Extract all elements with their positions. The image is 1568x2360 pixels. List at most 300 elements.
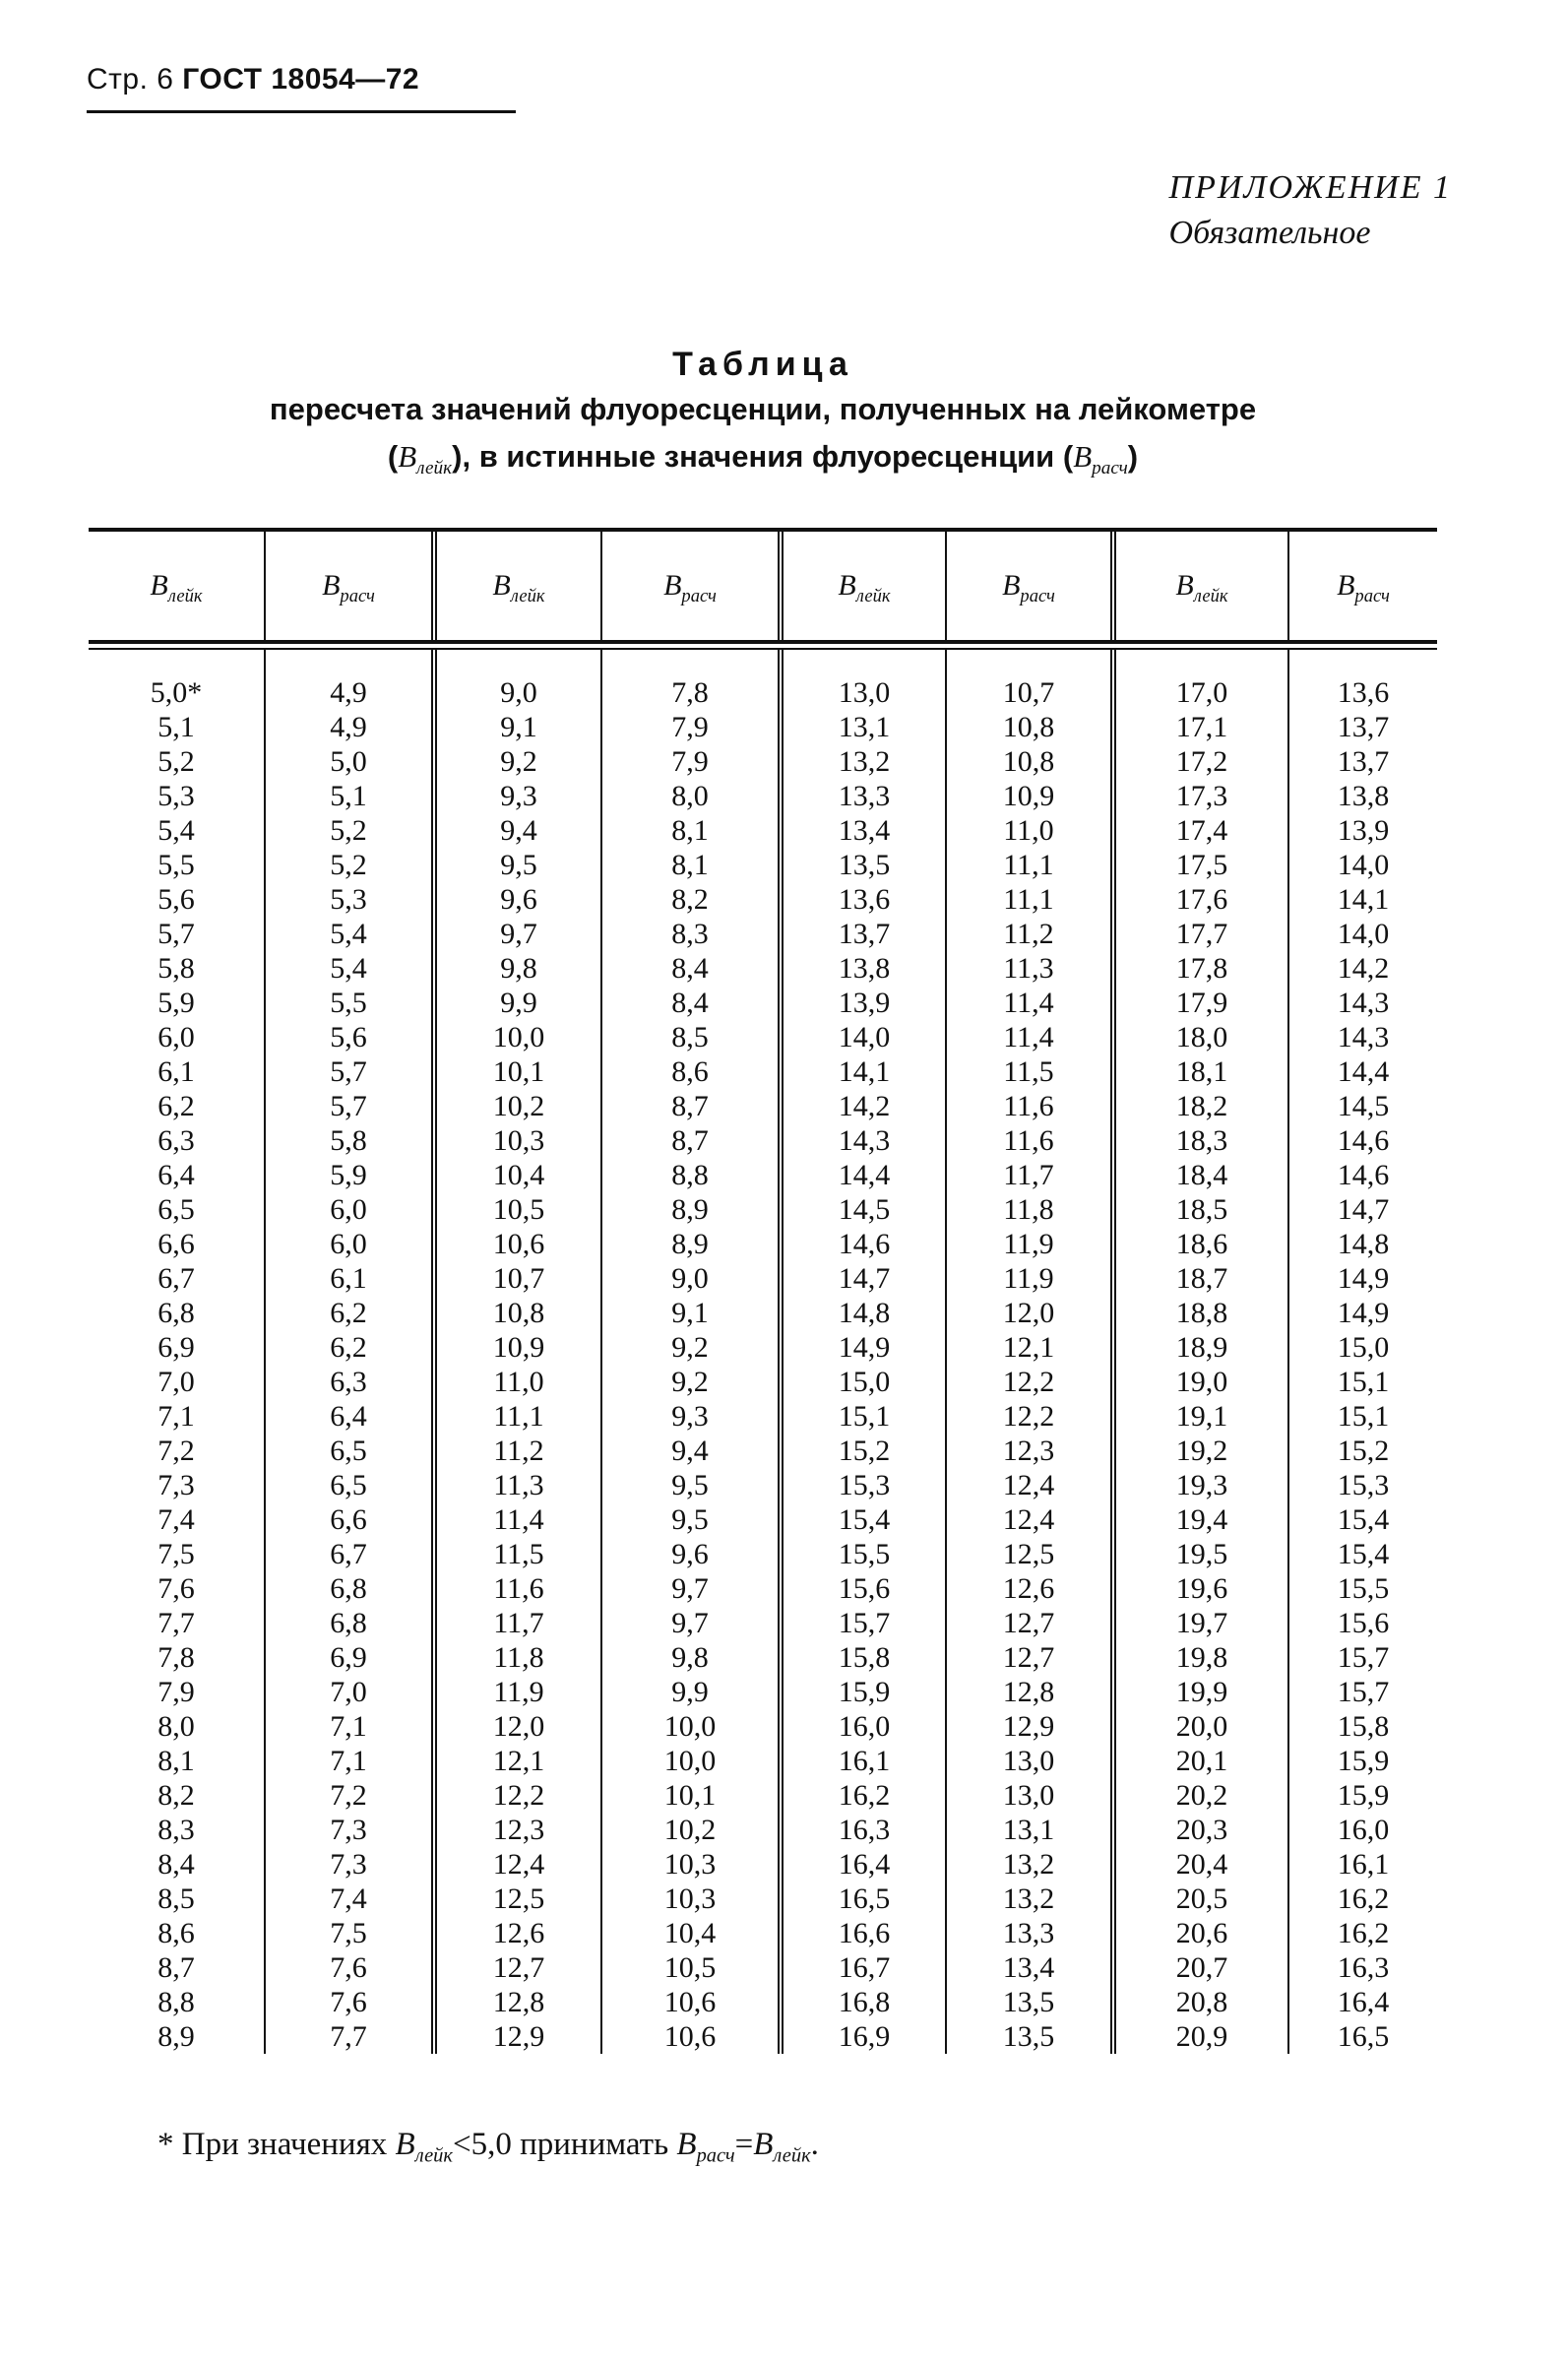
table-cell: 8,6	[157, 1917, 195, 1949]
table-cell: 8,9	[671, 1228, 709, 1260]
table-cell: 9,0	[671, 1262, 709, 1295]
table-cell: 17,9	[1175, 987, 1228, 1019]
table-cell: 9,1	[500, 711, 537, 743]
table-cell: 7,5	[330, 1917, 367, 1949]
table-cell: 15,7	[1337, 1676, 1390, 1708]
table-cell: 12,9	[492, 2020, 545, 2053]
table-cell: 19,7	[1175, 1607, 1228, 1639]
table-cell: 16,4	[1337, 1986, 1390, 2018]
table-cell: 17,5	[1175, 849, 1228, 881]
table-cell: 10,3	[663, 1882, 717, 1915]
table-cell: 7,7	[330, 2020, 367, 2053]
table-cell: 5,2	[330, 814, 367, 847]
table-cell: 15,8	[1337, 1710, 1390, 1743]
table-cell: 15,4	[838, 1503, 891, 1536]
table-cell: 4,9	[330, 711, 367, 743]
table-cell: 8,9	[157, 2020, 195, 2053]
table-cell: 10,2	[492, 1090, 545, 1122]
table-cell: 19,9	[1175, 1676, 1228, 1708]
table-column-2	[431, 650, 600, 2054]
table-cell: 12,4	[1002, 1503, 1055, 1536]
table-cell: 13,0	[1002, 1779, 1055, 1812]
table-cell: 14,4	[838, 1159, 891, 1191]
table-cell: 5,5	[157, 849, 195, 881]
table-cell: 17,0	[1175, 676, 1228, 709]
table-cell: 13,6	[1337, 676, 1390, 709]
table-cell: 8,1	[157, 1745, 195, 1777]
table-cell: 7,3	[330, 1814, 367, 1846]
table-cell: 12,3	[492, 1814, 545, 1846]
table-cell: 17,3	[1175, 780, 1228, 812]
table-cell: 9,2	[671, 1331, 709, 1364]
table-cell: 7,6	[157, 1572, 195, 1605]
table-cell: 9,3	[500, 780, 537, 812]
column-header-1: $B_{расч}$	[264, 532, 431, 640]
table-cell: 12,9	[1002, 1710, 1055, 1743]
table-cell: 10,5	[492, 1193, 545, 1226]
table-cell: 11,7	[493, 1607, 544, 1639]
table-cell: 7,4	[157, 1503, 195, 1536]
table-cell: 9,7	[671, 1572, 709, 1605]
table-cell: 6,4	[330, 1400, 367, 1433]
table-cell: 7,1	[330, 1745, 367, 1777]
table-cell: 6,5	[330, 1435, 367, 1467]
table-cell: 11,1	[1003, 883, 1054, 916]
table-column-6	[1110, 650, 1287, 2054]
table-cell: 6,0	[157, 1021, 195, 1053]
table-cell: 10,0	[663, 1710, 717, 1743]
table-cell: 11,5	[493, 1538, 544, 1570]
table-cell: 20,9	[1175, 2020, 1228, 2053]
table-cell: 16,5	[838, 1882, 891, 1915]
table-cell: 5,4	[330, 918, 367, 950]
table-cell: 6,2	[330, 1297, 367, 1329]
table-cell: 8,5	[157, 1882, 195, 1915]
table-cell: 18,1	[1175, 1055, 1228, 1088]
table-cell: 15,1	[838, 1400, 891, 1433]
table-cell: 9,6	[671, 1538, 709, 1570]
table-cell: 7,4	[330, 1882, 367, 1915]
table-cell: 20,3	[1175, 1814, 1228, 1846]
table-cell: 14,3	[1337, 1021, 1390, 1053]
table-cell: 8,1	[671, 814, 709, 847]
column-header-2: $B_{лейк}$	[431, 532, 600, 640]
table-cell: 17,2	[1175, 745, 1228, 778]
table-cell: 15,2	[838, 1435, 891, 1467]
table-cell: 13,5	[1002, 2020, 1055, 2053]
table-cell: 7,3	[330, 1848, 367, 1881]
table-cell: 15,0	[838, 1366, 891, 1398]
table-cell: 7,6	[330, 1951, 367, 1984]
table-cell: 14,6	[1337, 1159, 1390, 1191]
table-cell: 8,2	[157, 1779, 195, 1812]
table-cell: 6,2	[157, 1090, 195, 1122]
table-cell: 7,1	[330, 1710, 367, 1743]
table-cell: 11,4	[1003, 1021, 1054, 1053]
table-header-rule	[89, 640, 1437, 644]
table-column-1	[264, 650, 431, 2054]
table-cell: 15,6	[1337, 1607, 1390, 1639]
table-cell: 6,6	[157, 1228, 195, 1260]
table-cell: 13,2	[838, 745, 891, 778]
table-cell: 6,7	[330, 1538, 367, 1570]
table-cell: 10,6	[492, 1228, 545, 1260]
table-cell: 7,0	[157, 1366, 195, 1398]
table-cell: 17,7	[1175, 918, 1228, 950]
table-title-main: Таблица	[672, 346, 853, 383]
table-cell: 5,5	[330, 987, 367, 1019]
table-cell: 7,0	[330, 1676, 367, 1708]
table-cell: 16,2	[1337, 1882, 1390, 1915]
table-cell: 15,9	[838, 1676, 891, 1708]
table-cell: 15,4	[1337, 1503, 1390, 1536]
table-cell: 14,0	[1337, 918, 1390, 950]
table-cell: 11,6	[1003, 1124, 1054, 1157]
table-column-0	[89, 650, 264, 2054]
table-cell: 6,5	[330, 1469, 367, 1501]
table-cell: 5,1	[157, 711, 195, 743]
table-cell: 10,3	[663, 1848, 717, 1881]
table-cell: 14,5	[1337, 1090, 1390, 1122]
appendix-label	[1169, 165, 1452, 256]
table-cell: 14,6	[838, 1228, 891, 1260]
table-cell: 11,9	[493, 1676, 544, 1708]
table-cell: 12,1	[1002, 1331, 1055, 1364]
table-cell: 11,2	[1003, 918, 1054, 950]
table-cell: 14,8	[1337, 1228, 1390, 1260]
table-cell: 14,3	[1337, 987, 1390, 1019]
table-cell: 18,7	[1175, 1262, 1228, 1295]
table-cell: 9,4	[671, 1435, 709, 1467]
table-cell: 18,5	[1175, 1193, 1228, 1226]
table-cell: 14,0	[838, 1021, 891, 1053]
table-cell: 12,5	[492, 1882, 545, 1915]
table-cell: 6,3	[330, 1366, 367, 1398]
table-cell: 8,5	[671, 1021, 709, 1053]
table-title-line1: пересчета значений флуоресценции, полученных на лейкометре	[269, 392, 1257, 426]
table-cell: 16,1	[838, 1745, 891, 1777]
table-cell: 12,2	[1002, 1366, 1055, 1398]
page-number: Стр. 6	[87, 63, 174, 96]
table-cell: 13,4	[1002, 1951, 1055, 1984]
table-cell: 16,5	[1337, 2020, 1390, 2053]
table-cell: 8,9	[671, 1193, 709, 1226]
table-cell: 15,3	[1337, 1469, 1390, 1501]
table-cell: 13,2	[1002, 1848, 1055, 1881]
table-cell: 13,7	[1337, 745, 1390, 778]
table-cell: 11,6	[493, 1572, 544, 1605]
table-cell: 13,7	[1337, 711, 1390, 743]
table-cell: 13,5	[1002, 1986, 1055, 2018]
table-cell: 16,2	[1337, 1917, 1390, 1949]
table-cell: 14,0	[1337, 849, 1390, 881]
table-cell: 6,1	[157, 1055, 195, 1088]
table-cell: 19,0	[1175, 1366, 1228, 1398]
table-cell: 16,0	[1337, 1814, 1390, 1846]
table-cell: 9,5	[671, 1469, 709, 1501]
table-cell: 6,5	[157, 1193, 195, 1226]
table-cell: 8,3	[157, 1814, 195, 1846]
table-cell: 7,9	[671, 711, 709, 743]
table-cell: 9,7	[671, 1607, 709, 1639]
table-cell: 9,4	[500, 814, 537, 847]
table-cell: 6,8	[330, 1572, 367, 1605]
table-cell: 9,9	[671, 1676, 709, 1708]
table-cell: 12,2	[1002, 1400, 1055, 1433]
table-column-4	[778, 650, 945, 2054]
table-cell: 6,4	[157, 1159, 195, 1191]
table-cell: 13,0	[838, 676, 891, 709]
table-cell: 14,2	[1337, 952, 1390, 985]
table-cell: 12,4	[492, 1848, 545, 1881]
table-cell: 10,6	[663, 2020, 717, 2053]
table-cell: 15,8	[838, 1641, 891, 1674]
table-cell: 11,1	[493, 1400, 544, 1433]
table-cell: 7,7	[157, 1607, 195, 1639]
table-cell: 8,3	[671, 918, 709, 950]
table-cell: 10,8	[1002, 745, 1055, 778]
table-cell: 11,8	[1003, 1193, 1054, 1226]
table-cell: 5,4	[157, 814, 195, 847]
table-cell: 10,3	[492, 1124, 545, 1157]
table-cell: 16,2	[838, 1779, 891, 1812]
table-cell: 12,2	[492, 1779, 545, 1812]
table-title-line2: $(B_{лейк})$, в истинные значения флуоресценции $(B_{расч})$	[387, 439, 1139, 479]
table-cell: 12,4	[1002, 1469, 1055, 1501]
table-cell: 16,1	[1337, 1848, 1390, 1881]
table-cell: 14,6	[1337, 1124, 1390, 1157]
table-cell: 6,8	[330, 1607, 367, 1639]
table-cell: 5,1	[330, 780, 367, 812]
column-header-5: $B_{расч}$	[945, 532, 1110, 640]
table-cell: 20,4	[1175, 1848, 1228, 1881]
table-cell: 10,8	[1002, 711, 1055, 743]
table-cell: 16,6	[838, 1917, 891, 1949]
table-cell: 15,1	[1337, 1400, 1390, 1433]
table-cell: 7,3	[157, 1469, 195, 1501]
table-cell: 9,3	[671, 1400, 709, 1433]
table-cell: 9,7	[500, 918, 537, 950]
table-cell: 7,8	[671, 676, 709, 709]
table-cell: 6,1	[330, 1262, 367, 1295]
table-cell: 10,0	[492, 1021, 545, 1053]
table-cell: 12,1	[492, 1745, 545, 1777]
table-cell: 5,6	[330, 1021, 367, 1053]
table-cell: 19,1	[1175, 1400, 1228, 1433]
table-cell: 6,3	[157, 1124, 195, 1157]
table-cell: 18,6	[1175, 1228, 1228, 1260]
table-cell: 12,0	[492, 1710, 545, 1743]
column-header-6: $B_{лейк}$	[1110, 532, 1287, 640]
table-cell: 11,9	[1003, 1228, 1054, 1260]
table-cell: 14,9	[1337, 1262, 1390, 1295]
footnote: * При значениях $B_{лейк}<5,0$ принимать $B_{расч}=B_{лейк}$.	[157, 2127, 819, 2167]
table-cell: 18,2	[1175, 1090, 1228, 1122]
table-cell: 10,4	[663, 1917, 717, 1949]
table-cell: 7,2	[330, 1779, 367, 1812]
table-cell: 11,7	[1003, 1159, 1054, 1191]
table-column-3	[600, 650, 778, 2054]
table-cell: 8,7	[671, 1124, 709, 1157]
appendix-title: ПРИЛОЖЕНИЕ 1	[1168, 169, 1452, 206]
table-cell: 14,7	[838, 1262, 891, 1295]
table-cell: 5,7	[157, 918, 195, 950]
table-cell: 15,5	[838, 1538, 891, 1570]
table-cell: 8,4	[671, 987, 709, 1019]
table-cell: 5,0*	[150, 676, 203, 709]
table-cell: 13,6	[838, 883, 891, 916]
table-cell: 17,4	[1175, 814, 1228, 847]
table-cell: 8,1	[671, 849, 709, 881]
table-cell: 15,0	[1337, 1331, 1390, 1364]
table-cell: 8,7	[157, 1951, 195, 1984]
table-cell: 11,4	[1003, 987, 1054, 1019]
table-cell: 6,8	[157, 1297, 195, 1329]
table-header-row	[89, 532, 1437, 640]
table-cell: 14,9	[1337, 1297, 1390, 1329]
table-cell: 15,5	[1337, 1572, 1390, 1605]
table-cell: 6,7	[157, 1262, 195, 1295]
table-cell: 16,7	[838, 1951, 891, 1984]
table-cell: 14,2	[838, 1090, 891, 1122]
table-cell: 7,2	[157, 1435, 195, 1467]
table-cell: 5,6	[157, 883, 195, 916]
table-cell: 5,4	[330, 952, 367, 985]
table-cell: 14,1	[1337, 883, 1390, 916]
table-cell: 14,1	[838, 1055, 891, 1088]
table-cell: 13,3	[1002, 1917, 1055, 1949]
table-cell: 18,8	[1175, 1297, 1228, 1329]
table-cell: 16,3	[1337, 1951, 1390, 1984]
table-cell: 9,5	[500, 849, 537, 881]
table-cell: 10,7	[1002, 676, 1055, 709]
page-header	[87, 63, 419, 96]
table-cell: 6,9	[330, 1641, 367, 1674]
table-cell: 9,9	[500, 987, 537, 1019]
table-cell: 6,0	[330, 1193, 367, 1226]
table-cell: 14,8	[838, 1297, 891, 1329]
table-cell: 12,3	[1002, 1435, 1055, 1467]
table-cell: 10,1	[663, 1779, 717, 1812]
table-cell: 15,7	[1337, 1641, 1390, 1674]
table-cell: 9,2	[500, 745, 537, 778]
table-cell: 15,2	[1337, 1435, 1390, 1467]
table-cell: 11,9	[1003, 1262, 1054, 1295]
conversion-table	[89, 528, 1437, 2054]
table-cell: 8,7	[671, 1090, 709, 1122]
table-cell: 19,5	[1175, 1538, 1228, 1570]
column-header-7: $B_{расч}$	[1287, 532, 1437, 640]
table-cell: 19,4	[1175, 1503, 1228, 1536]
table-cell: 5,3	[330, 883, 367, 916]
table-cell: 14,4	[1337, 1055, 1390, 1088]
table-cell: 12,8	[1002, 1676, 1055, 1708]
table-cell: 11,2	[493, 1435, 544, 1467]
table-cell: 5,8	[157, 952, 195, 985]
table-cell: 8,0	[157, 1710, 195, 1743]
table-cell: 12,8	[492, 1986, 545, 2018]
table-column-5	[945, 650, 1110, 2054]
table-cell: 10,0	[663, 1745, 717, 1777]
table-cell: 16,8	[838, 1986, 891, 2018]
table-cell: 11,0	[1003, 814, 1054, 847]
table-cell: 20,6	[1175, 1917, 1228, 1949]
table-cell: 11,6	[1003, 1090, 1054, 1122]
table-cell: 6,0	[330, 1228, 367, 1260]
table-cell: 12,7	[492, 1951, 545, 1984]
table-cell: 8,8	[157, 1986, 195, 2018]
table-cell: 8,0	[671, 780, 709, 812]
table-cell: 7,5	[157, 1538, 195, 1570]
table-cell: 13,9	[1337, 814, 1390, 847]
table-cell: 16,0	[838, 1710, 891, 1743]
table-cell: 11,5	[1003, 1055, 1054, 1088]
table-cell: 12,7	[1002, 1641, 1055, 1674]
table-cell: 9,8	[500, 952, 537, 985]
table-cell: 13,2	[1002, 1882, 1055, 1915]
table-cell: 19,6	[1175, 1572, 1228, 1605]
table-cell: 18,9	[1175, 1331, 1228, 1364]
table-cell: 6,6	[330, 1503, 367, 1536]
table-cell: 13,7	[838, 918, 891, 950]
table-cell: 18,4	[1175, 1159, 1228, 1191]
table-cell: 20,7	[1175, 1951, 1228, 1984]
table-cell: 8,6	[671, 1055, 709, 1088]
table-cell: 13,8	[838, 952, 891, 985]
table-cell: 7,9	[671, 745, 709, 778]
table-cell: 15,7	[838, 1607, 891, 1639]
table-cell: 10,4	[492, 1159, 545, 1191]
table-cell: 5,3	[157, 780, 195, 812]
table-cell: 17,8	[1175, 952, 1228, 985]
table-cell: 7,8	[157, 1641, 195, 1674]
table-cell: 18,3	[1175, 1124, 1228, 1157]
table-cell: 13,9	[838, 987, 891, 1019]
table-cell: 5,7	[330, 1055, 367, 1088]
table-cell: 9,5	[671, 1503, 709, 1536]
table-cell: 20,5	[1175, 1882, 1228, 1915]
table-cell: 15,6	[838, 1572, 891, 1605]
table-cell: 7,6	[330, 1986, 367, 2018]
table-cell: 20,2	[1175, 1779, 1228, 1812]
table-cell: 12,6	[492, 1917, 545, 1949]
table-cell: 8,8	[671, 1159, 709, 1191]
table-cell: 13,3	[838, 780, 891, 812]
table-cell: 18,0	[1175, 1021, 1228, 1053]
table-cell: 8,4	[157, 1848, 195, 1881]
table-cell: 12,6	[1002, 1572, 1055, 1605]
table-cell: 12,0	[1002, 1297, 1055, 1329]
table-cell: 5,9	[157, 987, 195, 1019]
table-cell: 7,9	[157, 1676, 195, 1708]
table-cell: 9,2	[671, 1366, 709, 1398]
table-cell: 10,2	[663, 1814, 717, 1846]
table-cell: 4,9	[330, 676, 367, 709]
table-cell: 12,7	[1002, 1607, 1055, 1639]
table-cell: 12,5	[1002, 1538, 1055, 1570]
column-header-3: $B_{расч}$	[600, 532, 778, 640]
appendix-status: Обязательное	[1168, 215, 1371, 251]
table-cell: 8,2	[671, 883, 709, 916]
table-cell: 13,5	[838, 849, 891, 881]
table-cell: 6,9	[157, 1331, 195, 1364]
table-title	[148, 343, 1378, 492]
table-cell: 16,4	[838, 1848, 891, 1881]
table-cell: 5,2	[330, 849, 367, 881]
table-cell: 17,1	[1175, 711, 1228, 743]
table-body	[89, 650, 1437, 2054]
table-cell: 5,7	[330, 1090, 367, 1122]
